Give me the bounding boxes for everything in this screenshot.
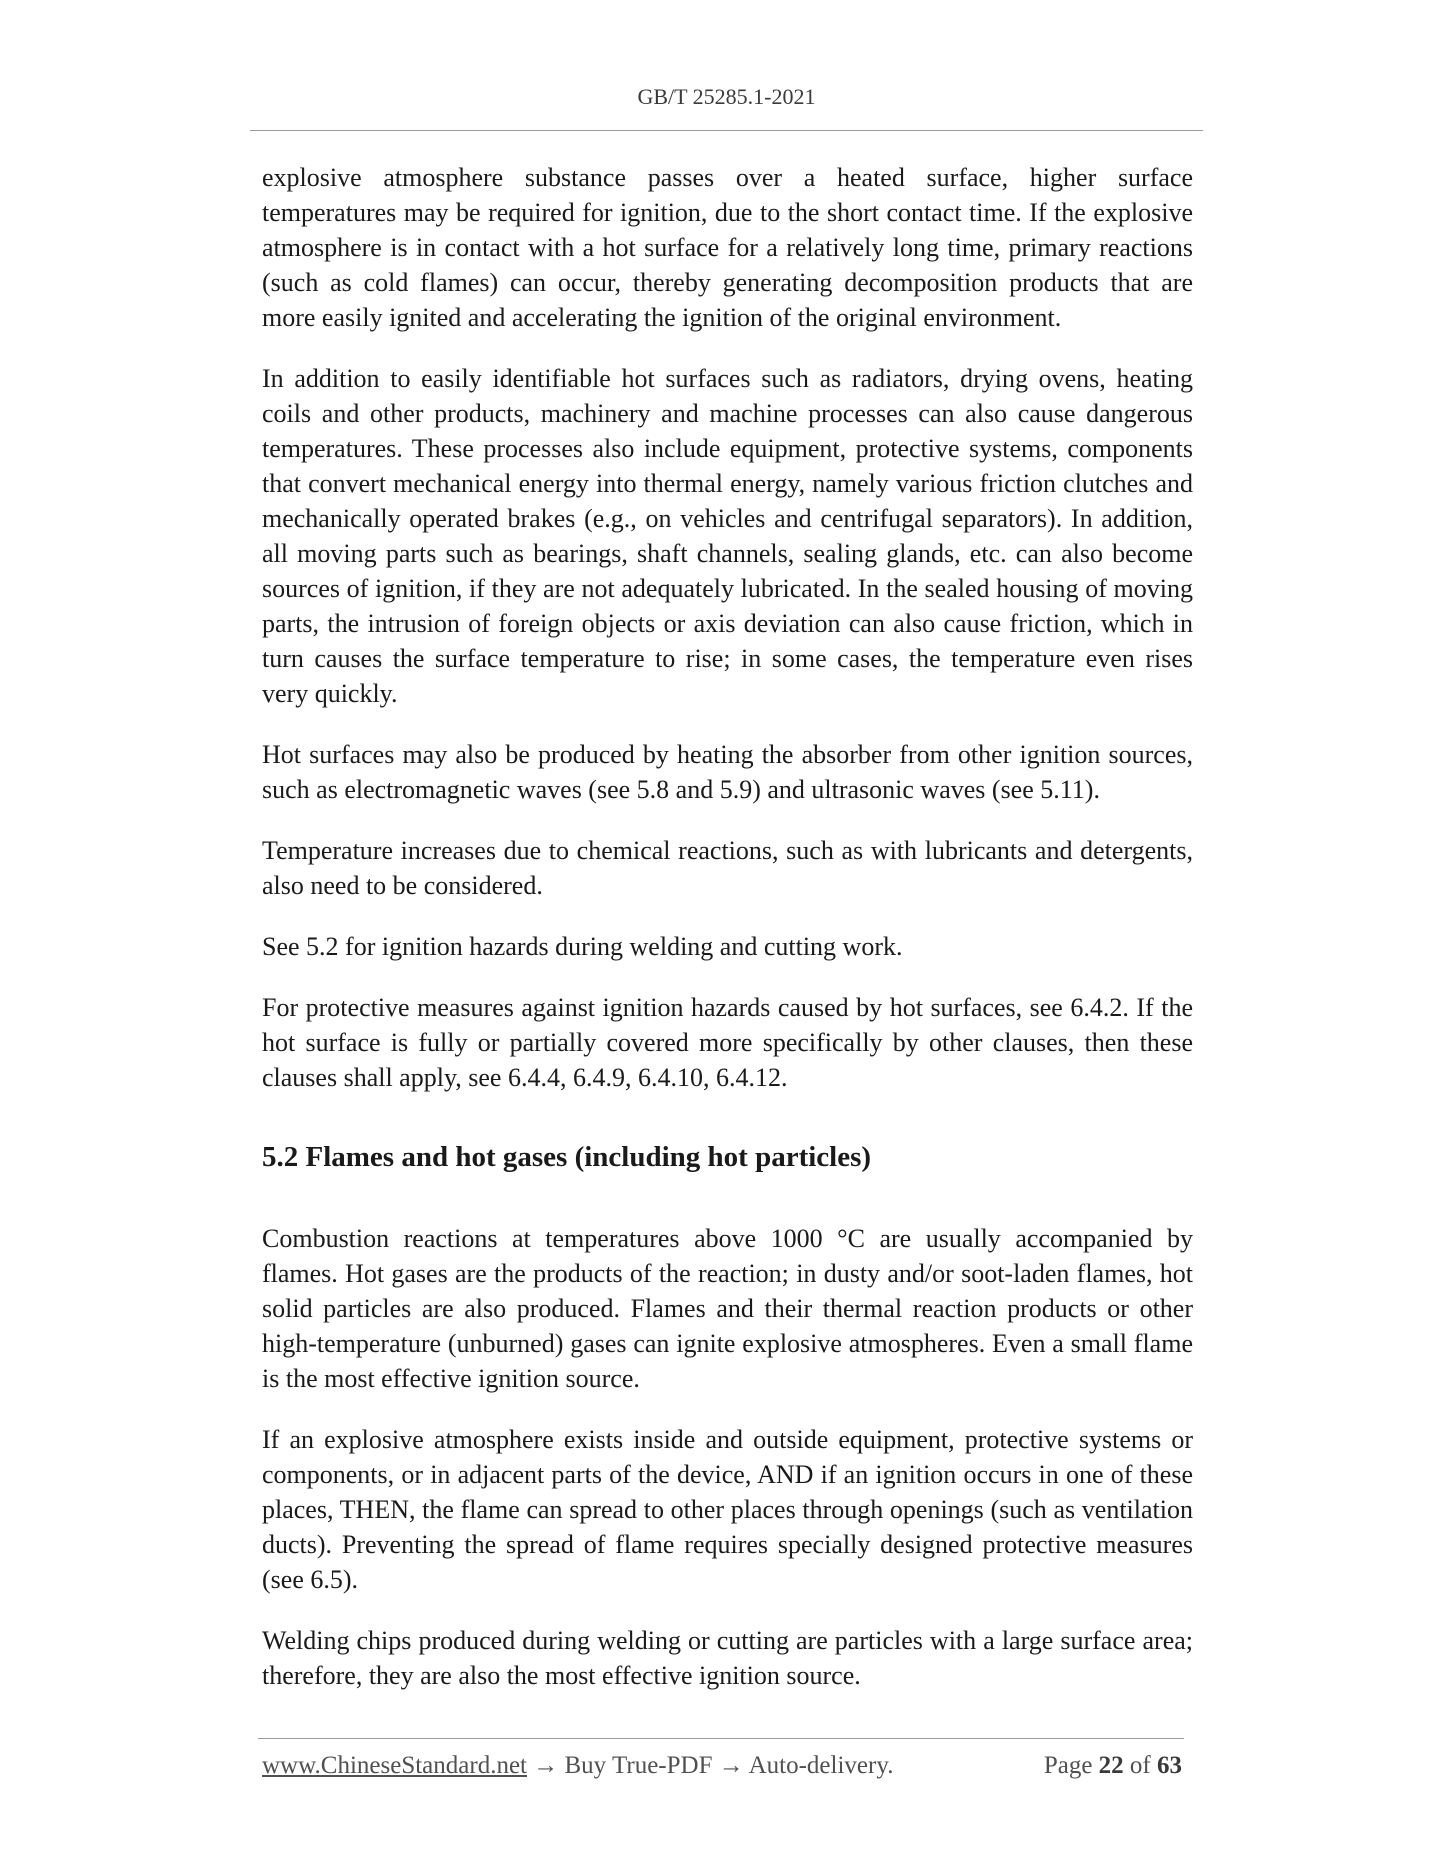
paragraph: See 5.2 for ignition hazards during welding and cutting work. — [262, 932, 903, 961]
footer-tagline: → Buy True-PDF → Auto-delivery. — [527, 1752, 894, 1779]
paragraph: In addition to easily identifiable hot surfaces such as radiators, drying ovens, heating coils and other products, machinery and machine processes can also cause dangerous temperatures. These processes also include equipment, protective systems, components that convert mechanical energy into thermal energy, namely various friction clutches and mechanically operated brakes (e.g., on vehicles and centrifugal separators). In addition, all moving parts such as bearings, shaft channels, sealing glands, etc. can also become sources of ignition, if they are not adequately lubricated. In the sealed housing of moving parts, the intrusion of foreign objects or axis deviation can also cause friction, which in turn causes the surface temperature to rise; in some cases, the temperature even rises very quickly. — [262, 364, 1193, 708]
paragraph: explosive atmosphere substance passes over a heated surface, higher surface temperatures may be required for ignition, due to the short contact time. If the explosive atmosphere is in contact with a hot surface for a relatively long time, primary reactions (such as cold flames) can occur, thereby generating decomposition products that are more easily ignited and accelerating the ignition of the original environment. — [262, 163, 1193, 332]
website-link[interactable]: www.ChineseStandard.net — [262, 1752, 527, 1779]
paragraph: If an explosive atmosphere exists inside and outside equipment, protective systems or components, or in adjacent parts of the device, AND if an ignition occurs in one of these places, THEN, the flame can spread to other places through openings (such as ventilation ducts). Preventing the spread of flame requires specially designed protective measures (see 6.5). — [262, 1425, 1193, 1594]
document-body — [262, 160, 1193, 1719]
header-divider — [250, 130, 1203, 131]
paragraph: Temperature increases due to chemical reactions, such as with lubricants and detergents, also need to be considered. — [262, 836, 1193, 900]
current-page: 22 — [1098, 1752, 1124, 1779]
total-pages: 63 — [1157, 1752, 1182, 1779]
page-label: Page — [1043, 1752, 1093, 1779]
page-header: GB/T 25285.1-2021 — [637, 84, 816, 109]
footer-promo — [262, 1752, 893, 1780]
paragraph: Hot surfaces may also be produced by heating the absorber from other ignition sources, such as electromagnetic waves (see 5.8 and 5.9) and ultrasonic waves (see 5.11). — [262, 740, 1193, 804]
paragraph: Welding chips produced during welding or cutting are particles with a large surface area; therefore, they are also the most effective ignition source. — [262, 1626, 1193, 1690]
page-footer — [262, 1752, 1182, 1780]
paragraph: Combustion reactions at temperatures above 1000 °C are usually accompanied by flames. Hot gases are the products of the reaction; in dusty and/or soot-laden flames, hot solid particles are also produced. Flames and their thermal reaction products or other high-temperature (unburned) gases can ignite explosive atmospheres. Even a small flame is the most effective ignition source. — [262, 1224, 1193, 1393]
footer-divider — [258, 1738, 1184, 1739]
section-heading: 5.2 Flames and hot gases (including hot particles) — [262, 1141, 872, 1173]
of-label: of — [1129, 1752, 1151, 1779]
paragraph: For protective measures against ignition hazards caused by hot surfaces, see 6.4.2. If the hot surface is fully or partially covered more specifically by other clauses, then these clauses shall apply, see 6.4.4, 6.4.9, 6.4.10, 6.4.12. — [262, 993, 1193, 1092]
page-number — [1044, 1752, 1182, 1780]
